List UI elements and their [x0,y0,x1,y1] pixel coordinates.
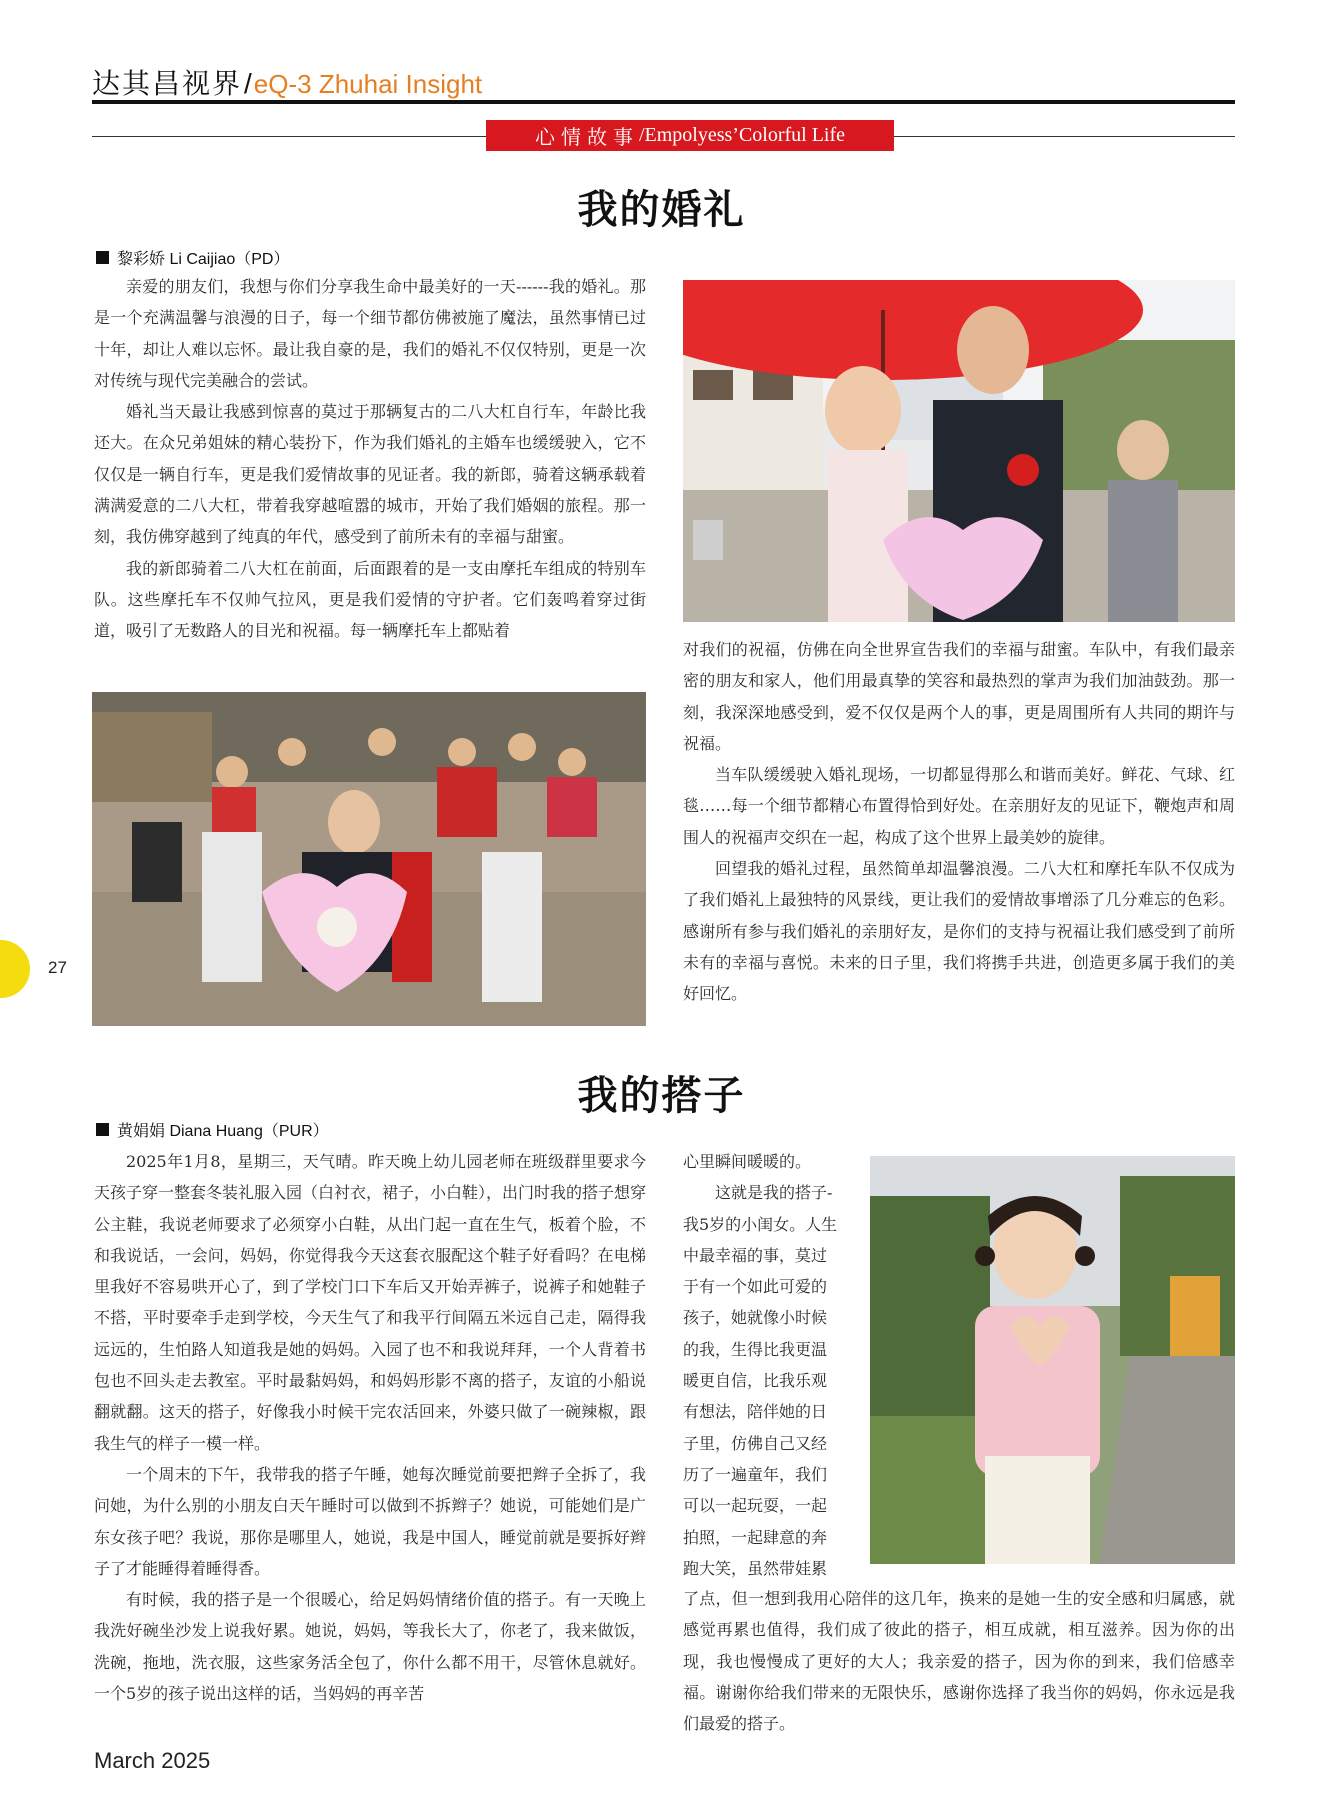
article2-mid-line: 子里，仿佛自己又经 [683,1433,828,1453]
article1-byline [96,246,290,269]
article1-author: 黎彩娇 Li Caijiao（PD） [117,251,290,268]
section-tab [486,120,894,151]
article1-paragraph: 回望我的婚礼过程，虽然简单却温馨浪漫。二八大杠和摩托车队不仅成为了我们婚礼上最独特的风景线，更让我们的爱情故事增添了几分难忘的色彩。感谢所有参与我们婚礼的亲朋好友，是你们的支持与祝福让我们感受到了前所未有的幸福与喜悦。未来的日子里，我们将携手共进，创造更多属于我们的美好回忆。 [683,859,1235,1004]
byline-square-icon [96,251,109,264]
header-slash: / [244,68,252,99]
article2-paragraph: 有时候，我的搭子是一个很暖心，给足妈妈情绪价值的搭子。有一天晚上我洗好碗坐沙发上说我好累。她说，妈妈，等我长大了，你老了，我来做饭，洗碗，拖地，洗衣服，这些家务活全包了，你什么都不用干，尽管休息就好。一个5岁的孩子说出这样的话，当妈妈的再辛苦 [94,1590,646,1704]
section-label-cn: 心情故事 [534,125,639,149]
magazine-header [92,62,482,102]
article2-mid-line: 拍照，一起肆意的奔 [683,1527,828,1547]
issue-date: March 2025 [94,1748,211,1773]
article2-mid-line: 中最幸福的事，莫过 [683,1245,828,1265]
section-label-en: /Empolyess’Colorful Life [638,124,846,146]
article2-paragraph: 一个周末的下午，我带我的搭子午睡，她每次睡觉前要把辫子全拆了，我问她，为什么别的小朋友白天午睡时可以做到不拆辫子？她说，可能她们是广东女孩子吧？我说，那你是哪里人，她说，我是中国人，睡觉前就是要拆好辫子了才能睡得着睡得香。 [94,1464,646,1578]
wedding-couple-photo [683,280,1235,622]
magazine-title-en: eQ-3 Zhuhai Insight [253,69,483,99]
article1-right-column [683,634,1235,1010]
article2-mid-line: 历了一遍童年，我们 [683,1464,828,1484]
article2-mid-line: 于有一个如此可爱的 [683,1277,828,1297]
article2-mid-column [683,1146,863,1584]
article1-title: 我的婚礼 [577,186,746,233]
header-rule-thick [92,100,1235,104]
article2-mid-line: 的我，生得比我更温 [683,1339,828,1359]
article2-mid-line: 跑大笑，虽然带娃累 [683,1558,828,1578]
article2-author: 黄娟娟 Diana Huang（PUR） [117,1123,329,1140]
article2-mid-top: 心里瞬间暖暖的。 [683,1152,812,1171]
article1-paragraph: 亲爱的朋友们，我想与你们分享我生命中最美好的一天------我的婚礼。那是一个充满温馨与浪漫的日子，每一个细节都仿佛被施了魔法，虽然事情已过十年，却让人难以忘怀。最让我自豪的是，我们的婚礼不仅仅特别，更是一次对传统与现代完美融合的尝试。 [94,277,646,390]
article2-paragraph: 2025年1月8，星期三，天气晴。昨天晚上幼儿园老师在班级群里要求今天孩子穿一整套冬装礼服入园（白衬衣，裙子，小白鞋），出门时我的搭子想穿公主鞋，我说老师要求了必须穿小白鞋，从出门起一直在生气，板着个脸，不和我说话，一会问，妈妈，你觉得我今天这套衣服配这个鞋子好看吗？在电梯里我好不容易哄开心了，到了学校门口下车后又开始弄裤子，说裤子和她鞋子不搭，平时要牵手走到学校，今天生气了和我平行间隔五米远自己走，隔得我远远的，生怕路人知道我是她的妈妈。入园了也不和我说拜拜，一个人背着书包也不回头走去教室。平时最黏妈妈，和妈妈形影不离的搭子，友谊的小船说翻就翻。这天的搭子，好像我小时候干完农活回来，外婆只做了一碗辣椒，跟我生气的样子一模一样。 [94,1152,647,1453]
article2-mid-line: 暖更自信，比我乐观 [683,1371,828,1391]
daughter-photo [870,1156,1235,1564]
article2-mid-line-0: 这就是我的搭子- [715,1183,833,1203]
article2-mid-line: 我5岁的小闺女。人生 [683,1214,838,1234]
page-number: 27 [48,958,67,977]
article1-paragraph: 婚礼当天最让我感到惊喜的莫过于那辆复古的二八大杠自行车，年龄比我还大。在众兄弟姐妹的精心装扮下，作为我们婚礼的主婚车也缓缓驶入，它不仅仅是一辆自行车，更是我们爱情故事的见证者。我的新郎，骑着这辆承载着满满爱意的二八大杠，带着我穿越喧嚣的城市，开始了我们婚姻的旅程。那一刻，我仿佛穿越到了纯真的年代，感受到了前所未有的幸福与甜蜜。 [94,402,646,547]
article2-mid-line: 孩子，她就像小时候 [683,1308,828,1328]
article2-title: 我的搭子 [577,1072,746,1119]
article1-left-column [94,271,646,647]
article2-mid-line: 可以一起玩耍，一起 [683,1496,828,1516]
article1-paragraph: 当车队缓缓驶入婚礼现场，一切都显得那么和谐而美好。鲜花、气球、红毯……每一个细节都精心布置得恰到好处。在亲朋好友的见证下，鞭炮声和周围人的祝福声交织在一起，构成了这个世界上最美妙的旋律。 [683,765,1235,847]
magazine-title-cn: 达其昌视界 [92,67,243,100]
article2-paragraph: 了点，但一想到我用心陪伴的这几年，换来的是她一生的安全感和归属感，就感觉再累也值得，我们成了彼此的搭子，相互成就，相互滋养。因为你的出现，我也慢慢成了更好的大人；我亲爱的搭子，因为你的到来，我们倍感幸福。谢谢你给我们带来的无限快乐，感谢你选择了我当你的妈妈，你永远是我们最爱的搭子。 [683,1589,1235,1734]
motorcycle-convoy-photo [92,692,646,1026]
article1-paragraph: 我的新郎骑着二八大杠在前面，后面跟着的是一支由摩托车组成的特别车队。这些摩托车不仅帅气拉风，更是我们爱情的守护者。它们轰鸣着穿过街道，吸引了无数路人的目光和祝福。每一辆摩托车上都贴着 [94,558,646,641]
article2-left-column [94,1146,646,1709]
article1-paragraph: 对我们的祝福，仿佛在向全世界宣告我们的幸福与甜蜜。车队中，有我们最亲密的朋友和家人，他们用最真挚的笑容和最热烈的掌声为我们加油鼓劲。那一刻，我深深地感受到，爱不仅仅是两个人的事，更是周围所有人共同的期许与祝福。 [683,640,1235,753]
page-number-dot [0,940,30,998]
article2-byline [96,1118,329,1141]
article2-mid-line: 有想法，陪伴她的日 [683,1402,828,1422]
byline-square-icon [96,1123,109,1136]
article2-right-bottom [683,1583,1235,1739]
